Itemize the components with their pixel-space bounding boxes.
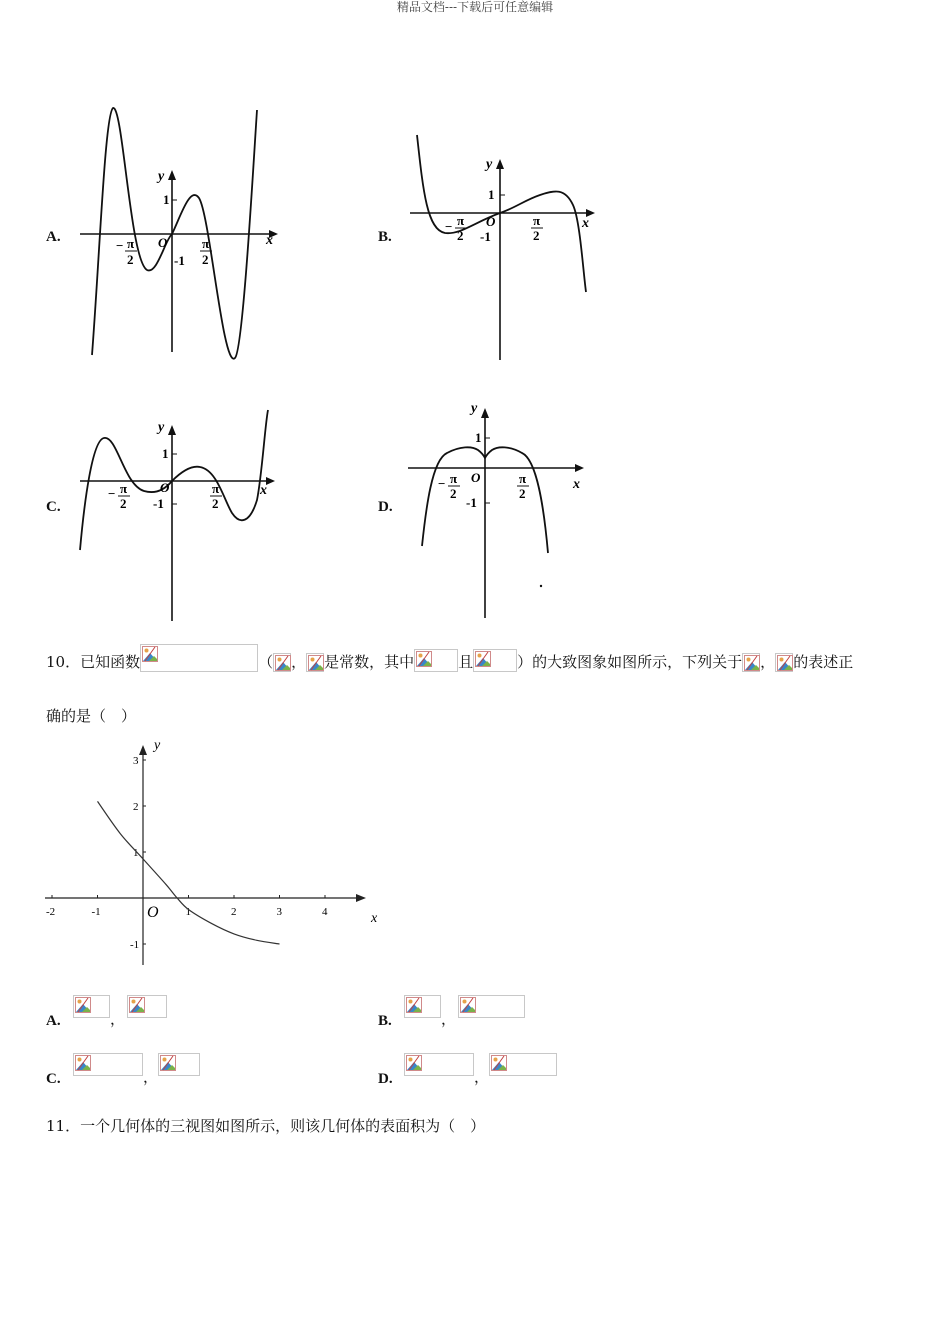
tick-pi-pos: π: [519, 471, 527, 486]
broken-image-icon: [308, 655, 324, 671]
origin-label: O: [486, 214, 496, 229]
tick-minus: −: [438, 476, 446, 491]
q10-line1: [46, 644, 853, 672]
x-label: x: [582, 216, 589, 231]
tick-neg1: -1: [153, 496, 164, 511]
data-curve: [98, 801, 280, 944]
option-label: C.: [46, 1071, 61, 1087]
q10-line2: 确的是（ ）: [46, 707, 137, 725]
broken-image-icon: [142, 646, 158, 662]
q10-text-1: 10．已知函数: [46, 653, 141, 671]
y-tick-label: 3: [133, 755, 139, 767]
y-axis-arrow: [168, 170, 176, 180]
tick-minus: −: [108, 486, 116, 501]
formula-image: [140, 644, 258, 672]
tick-neg1: -1: [480, 229, 491, 244]
tick-two: 2: [450, 486, 457, 501]
x-axis-label: x: [371, 911, 378, 926]
broken-image-icon: [416, 651, 432, 667]
formula-image: [775, 653, 793, 672]
broken-image-icon: [75, 1055, 91, 1071]
broken-image-icon: [75, 997, 91, 1013]
q9-option-c-label[interactable]: C.: [46, 499, 61, 515]
formula-image: [473, 649, 517, 672]
broken-image-icon: [406, 1055, 422, 1071]
tick-pi: π: [450, 471, 458, 486]
x-label: x: [260, 483, 267, 498]
broken-image-icon: [275, 655, 291, 671]
y-tick-label: 1: [133, 847, 139, 859]
q10-chart: [40, 735, 390, 970]
y-label: y: [158, 420, 165, 435]
q9-graph-a: [75, 100, 290, 365]
tick-pi: π: [127, 236, 135, 251]
tick-1: 1: [163, 192, 170, 207]
y-axis-arrow: [496, 159, 504, 169]
q9-graph-b: [405, 130, 605, 365]
q9-option-d-label[interactable]: D.: [378, 499, 393, 515]
tick-1: 1: [162, 446, 169, 461]
q10-text-3: ，: [291, 653, 307, 671]
formula-image: [158, 1053, 200, 1076]
q10-text-7: ，: [760, 653, 776, 671]
y-axis-arrow: [139, 745, 147, 755]
formula-image: [404, 1053, 474, 1076]
q9-graph-c: [72, 405, 287, 625]
y-axis-label: y: [154, 738, 161, 753]
tick-minus: −: [445, 219, 453, 234]
option-label: B.: [378, 1013, 392, 1029]
formula-image: [742, 653, 760, 672]
option-separator: ，: [110, 1010, 126, 1028]
origin-label: O: [160, 480, 170, 495]
tick-two-pos: 2: [519, 486, 526, 501]
y-axis-arrow: [481, 408, 489, 418]
y-label: y: [158, 169, 165, 184]
y-tick-label: 2: [133, 801, 139, 813]
formula-image: [489, 1053, 557, 1076]
origin-label: O: [471, 470, 481, 485]
x-axis-arrow: [356, 894, 366, 902]
origin-label: O: [158, 235, 168, 250]
formula-image: [458, 995, 525, 1018]
x-tick-label: 4: [322, 906, 328, 918]
tick-neg1: -1: [174, 253, 185, 268]
y-tick-label: -1: [130, 939, 140, 951]
stray-dot: [540, 585, 542, 587]
formula-image: [414, 649, 458, 672]
formula-image: [127, 995, 167, 1018]
q9-graph-d: [402, 398, 602, 623]
tick-1: 1: [475, 430, 482, 445]
formula-image: [306, 653, 324, 672]
broken-image-icon: [406, 997, 422, 1013]
q10-text-5: 且: [458, 653, 474, 671]
tick-neg1: -1: [466, 495, 477, 510]
q10-text-2: （: [258, 653, 274, 671]
tick-minus: −: [116, 238, 124, 253]
broken-image-icon: [744, 655, 760, 671]
page-header: 精品文档---下载后可任意编辑: [396, 0, 554, 14]
broken-image-icon: [460, 997, 476, 1013]
q9-option-b-label[interactable]: B.: [378, 229, 392, 245]
tick-pi-pos: π: [202, 236, 210, 251]
tick-pi: π: [457, 213, 465, 228]
x-tick-label: 1: [185, 906, 191, 918]
broken-image-icon: [777, 655, 793, 671]
y-label: y: [471, 401, 478, 416]
tick-1: 1: [488, 187, 495, 202]
q10-text-6: ）的大致图象如图所示，下列关于: [517, 653, 743, 671]
broken-image-icon: [129, 997, 145, 1013]
x-label: x: [266, 233, 273, 248]
formula-image: [73, 995, 110, 1018]
option-label: D.: [378, 1071, 393, 1087]
option-separator: ，: [143, 1068, 159, 1086]
x-tick-label: -2: [46, 906, 56, 918]
x-tick-label: 2: [231, 906, 237, 918]
broken-image-icon: [160, 1055, 176, 1071]
y-label: y: [486, 157, 493, 172]
x-tick-label: -1: [91, 906, 101, 918]
q10-text-4: 是常数，其中: [324, 653, 415, 671]
x-label: x: [573, 477, 580, 492]
tick-pi: π: [120, 481, 128, 496]
origin-label: O: [147, 904, 159, 921]
option-separator: ，: [441, 1010, 457, 1028]
broken-image-icon: [475, 651, 491, 667]
y-axis-arrow: [168, 425, 176, 435]
q11-text: 11．一个几何体的三视图如图所示，则该几何体的表面积为（ ）: [46, 1117, 486, 1135]
option-label: A.: [46, 1013, 61, 1029]
formula-image: [73, 1053, 143, 1076]
option-separator: ，: [474, 1068, 490, 1086]
x-axis-arrow: [266, 477, 275, 485]
q10-text-8: 的表述正: [793, 653, 854, 671]
x-axis-arrow: [575, 464, 584, 472]
tick-two-pos: 2: [202, 252, 209, 267]
tick-two: 2: [120, 496, 127, 511]
formula-image: [273, 653, 291, 672]
q9-option-a-label[interactable]: A.: [46, 229, 61, 245]
x-tick-label: 3: [276, 906, 282, 918]
broken-image-icon: [491, 1055, 507, 1071]
tick-two: 2: [457, 228, 464, 243]
tick-two-pos: 2: [533, 228, 540, 243]
formula-image: [404, 995, 441, 1018]
tick-pi-pos: π: [533, 213, 541, 228]
tick-two: 2: [127, 252, 134, 267]
tick-pi-pos: π: [212, 481, 220, 496]
tick-two-pos: 2: [212, 496, 219, 511]
